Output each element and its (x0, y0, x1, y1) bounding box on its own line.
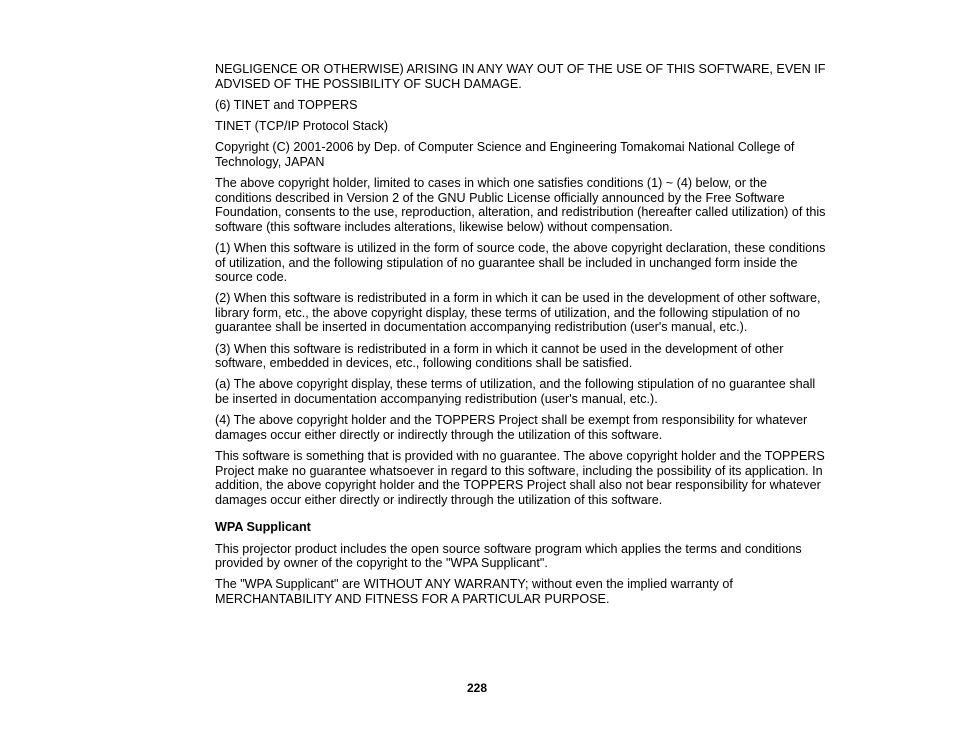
paragraph-consent: The above copyright holder, limited to cases in which one satisfies conditions (1) ~ (4) below, or the conditions described in Version 2 of the GNU Public License officially announced by the Free Software Foundation, consents to the use, reproduction, alteration, and redistribution (hereafter called utilization) of this software (this software includes alterations, likewise below) without compensation. (215, 175, 826, 234)
paragraph-tinet-stack: TINET (TCP/IP Protocol Stack) (215, 118, 389, 133)
paragraph-wpa-warranty: The "WPA Supplicant" are WITHOUT ANY WARRANTY; without even the implied warranty of MERCHANTABILITY AND FITNESS FOR A PARTICULAR PURPOSE. (215, 577, 733, 606)
paragraph-condition-3a: (a) The above copyright display, these terms of utilization, and the following stipulation of no guarantee shall be inserted in documentation accompanying redistribution (user's manual, etc.). (215, 377, 816, 407)
paragraph-condition-2: (2) When this software is redistributed in a form in which it can be used in the development of other software, library form, etc., the above copyright display, these terms of utilization, and the following stipulation of no guarantee shall be inserted in documentation accompanying redistribution (user's manual, etc.). (215, 291, 821, 335)
paragraph-copyright: Copyright (C) 2001-2006 by Dep. of Computer Science and Engineering Tomakomai National College of Technology, JAPAN (215, 140, 795, 169)
paragraph-negligence: NEGLIGENCE OR OTHERWISE) ARISING IN ANY WAY OUT OF THE USE OF THIS SOFTWARE, EVEN IF ADVISED OF THE POSSIBILITY OF SUCH DAMAGE. (215, 62, 826, 91)
paragraph-condition-3: (3) When this software is redistributed in a form in which it cannot be used in the development of other software, embedded in devices, etc., following conditions shall be satisfied. (215, 341, 784, 371)
paragraph-tinet-toppers-title: (6) TINET and TOPPERS (215, 97, 358, 112)
paragraph-condition-4: (4) The above copyright holder and the TOPPERS Project shall be exempt from responsibility for whatever damages occur either directly or indirectly through the utilization of this software. (215, 413, 808, 442)
paragraph-condition-1: (1) When this software is utilized in the form of source code, the above copyright declaration, these conditions of utilization, and the following stipulation of no guarantee shall be included in unchanged form inside the source code. (215, 240, 826, 285)
document-body (215, 62, 827, 613)
paragraph-wpa-includes: This projector product includes the open source software program which applies the terms and conditions provided by owner of the copyright to the "WPA Supplicant". (215, 541, 802, 571)
page-number: 228 (466, 681, 488, 695)
paragraph-no-guarantee: This software is something that is provided with no guarantee. The above copyright holder and the TOPPERS Project make no guarantee whatsoever in regard to this software, including the possibility of its application. In addition, the above copyright holder and the TOPPERS Project shall also not bear responsibility for whatever damages occur either directly or indirectly through the utilization of this software. (215, 449, 825, 507)
section-heading-wpa-supplicant: WPA Supplicant (215, 520, 311, 535)
